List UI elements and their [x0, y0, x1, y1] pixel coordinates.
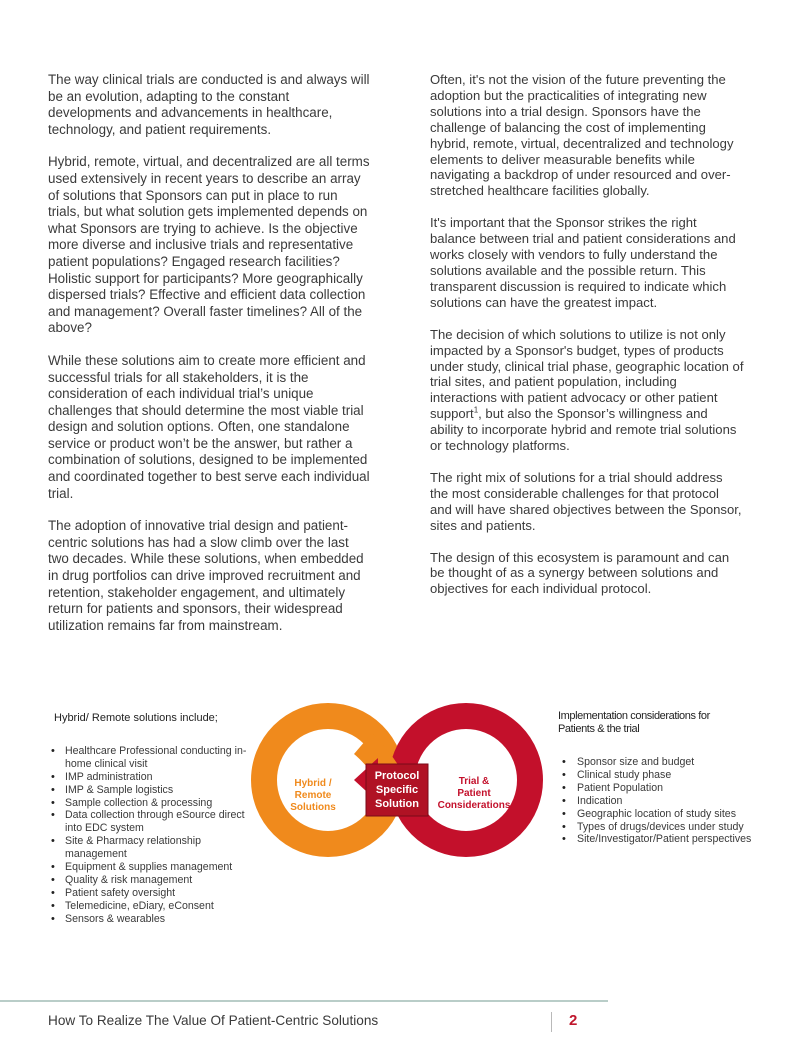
right-column — [430, 72, 744, 613]
left-column — [48, 72, 370, 650]
implementation-box — [558, 710, 758, 846]
paragraph: Hybrid, remote, virtual, and decentralized are all terms used extensively in recent years to describe an array of solutions that Sponsors can put in place to run trials, but what solution gets implemented depends on what Sponsors are trying to achieve. Is the objective more diverse and inclusive trials and representative patient populations? Engaged research facilities? Holistic support for participants? More geographically dispersed trials? Effective and efficient data collection and management? Overall faster timelines? All of the above? — [48, 154, 370, 336]
paragraph: While these solutions aim to create more efficient and successful trials for all stakeholders, it is the consideration of each individual trial’s unique challenges that should determine the most viable trial design and solution options. Often, one standalone service or product won’t be the answer, but rather a combination of solutions, designed to be implemented and coordinated together to best serve each individual trial. — [48, 352, 370, 501]
center-label-line: Protocol — [374, 770, 420, 782]
paragraph: The way clinical trials are conducted is and always will be an evolution, adapting to the constant developments and advancements in healthcare, technology, and patient requirements. — [48, 72, 370, 137]
list-item: • Quality & risk management — [50, 874, 250, 887]
list-item: • Patient safety oversight — [50, 887, 250, 900]
left-label-line: Remote — [294, 790, 332, 801]
right-label-line: Trial & — [458, 776, 490, 787]
left-label-line: Solutions — [290, 802, 336, 813]
list-item: • Site & Pharmacy relationship management — [50, 835, 250, 861]
list-item: • Sensors & wearables — [50, 913, 250, 926]
paragraph: It's important that the Sponsor strikes the right balance between trial and patient considerations and works closely with vendors to fully understand the solutions available and the possible return. This transparent discussion is required to indicate which solutions can have the greatest impact. — [430, 215, 736, 310]
list-item: • Telemedicine, eDiary, eConsent — [50, 900, 250, 913]
solutions-list-box — [50, 712, 250, 926]
paragraph-text: , but also the Sponsor’s willingness and ability to incorporate hybrid and remote trial solutions or technology platforms. — [430, 406, 737, 454]
synergy-diagram — [246, 700, 552, 860]
list-item: • IMP & Sample logistics — [50, 784, 250, 797]
list-item: • Sponsor size and budget — [558, 756, 758, 769]
list-item: • Healthcare Professional conducting in-home clinical visit — [50, 745, 250, 771]
footer-title: How To Realize The Value Of Patient-Centric Solutions — [48, 1013, 379, 1028]
footnote-reference[interactable]: 1 — [473, 405, 479, 415]
list-item: • Data collection through eSource direct into EDC system — [50, 809, 250, 835]
list-item: • Geographic location of study sites — [558, 808, 758, 821]
list-item: • Types of drugs/devices under study — [558, 821, 758, 834]
paragraph: The adoption of innovative trial design and patient-centric solutions has had a slow climb over the last two decades. While these solutions, when embedded in drug portfolios can drive improved recruitment and retention, stakeholder engagement, and ultimately return for patients and sponsors, their widespread utilization remains far from mainstream. — [48, 518, 364, 633]
right-label-line: Patient — [457, 788, 491, 799]
right-label-line: Considerations — [437, 800, 511, 811]
implementation-heading: Implementation considerations for Patients & the trial — [558, 710, 710, 735]
paragraph: Often, it's not the vision of the future preventing the adoption but the practicalities of integrating new solutions into a trial design. Sponsors have the challenge of balancing the cost of implementing hybrid, remote, virtual, decentralized and technology elements to deliver measurable benefits while navigating a backdrop of under resourced and over-stretched healthcare facilities globally. — [430, 72, 734, 199]
footer-rule — [0, 1000, 608, 1002]
list-item: • IMP administration — [50, 771, 250, 784]
paragraph: The design of this ecosystem is paramount and can be thought of as a synergy between solutions and objectives for each individual protocol. — [430, 549, 730, 597]
implementation-list — [558, 756, 758, 846]
list-item: • Indication — [558, 795, 758, 808]
solutions-heading: Hybrid/ Remote solutions include; — [54, 712, 218, 724]
center-label-line: Specific — [375, 784, 419, 796]
list-item: • Site/Investigator/Patient perspectives — [558, 833, 758, 846]
list-item: • Clinical study phase — [558, 769, 758, 782]
center-label-line: Solution — [375, 798, 419, 810]
paragraph-text: The decision of which solutions to utilize is not only impacted by a Sponsor's budget, types of products under study, clinical trial phase, geographic location of trial sites, and patient population, including interactions with patient advocacy or other patient support — [430, 326, 744, 422]
paragraph — [430, 327, 744, 454]
footer-separator — [551, 1012, 552, 1032]
list-item: • Sample collection & processing — [50, 797, 250, 810]
solutions-list — [50, 745, 250, 926]
page-number: 2 — [569, 1012, 578, 1029]
left-label-line: Hybrid / — [294, 778, 332, 789]
list-item: • Patient Population — [558, 782, 758, 795]
list-item: • Equipment & supplies management — [50, 861, 250, 874]
paragraph: The right mix of solutions for a trial should address the most considerable challenges for that protocol and will have shared objectives between the Sponsor, sites and patients. — [430, 469, 742, 533]
